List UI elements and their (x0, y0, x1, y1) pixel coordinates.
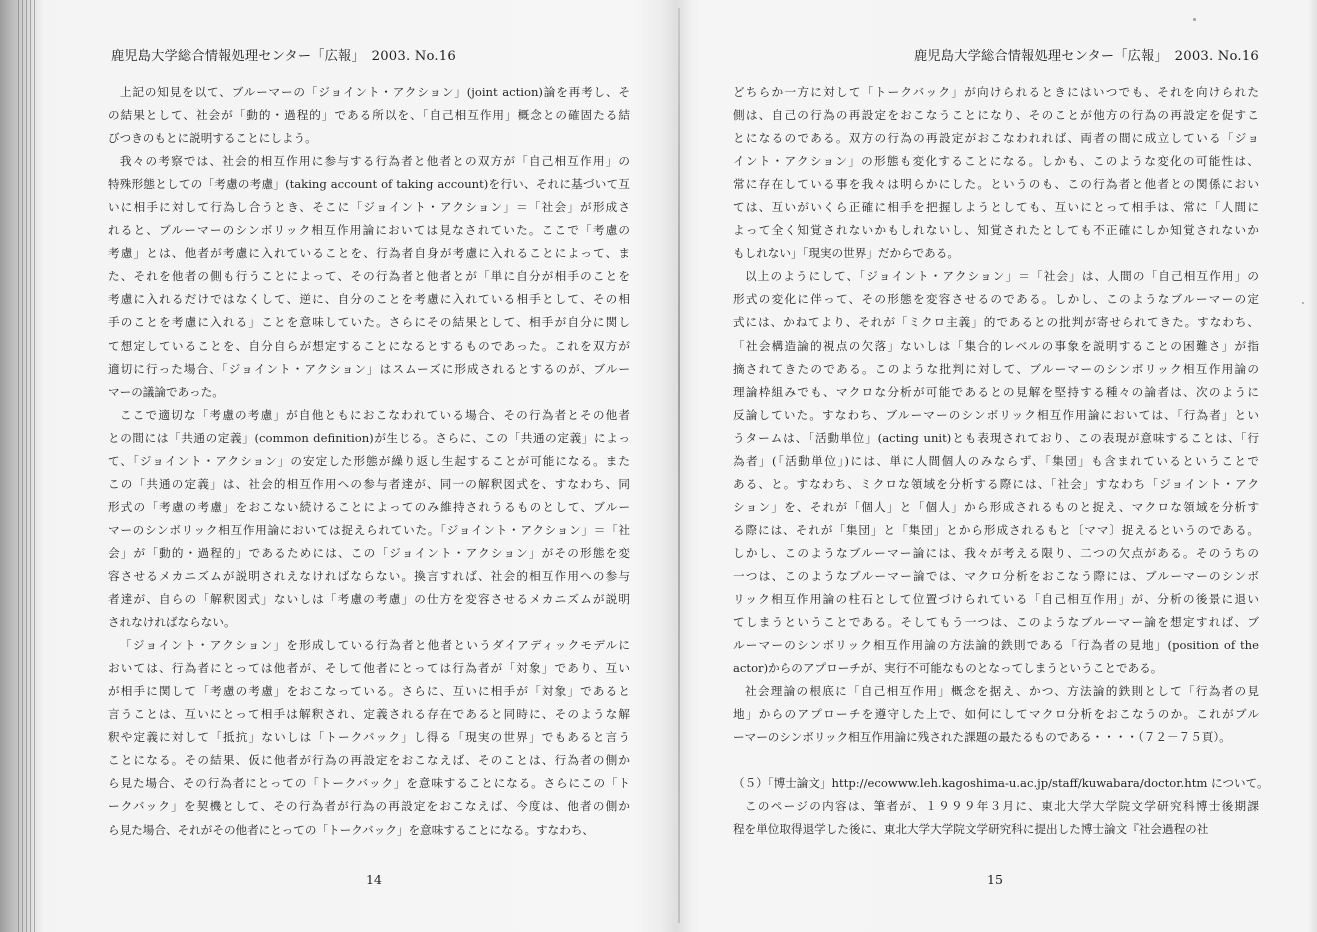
blank-line (733, 749, 1259, 772)
text-line: 考慮」とは、他者が考慮に入れていることを、行為者自身が考慮に入れることによって、ま (108, 246, 630, 261)
text-line: されなければならない。 (108, 615, 236, 630)
text-line: 会」が「動的・過程的」であるためには、この「ジョイント・アクション」がその形態を変 (108, 545, 630, 560)
text-line: 式には、かねてより、それが「ミクロ主義」的であるとの批判が寄せられてきた。すなわち、 (733, 315, 1259, 330)
center-fold-line (678, 8, 680, 923)
text-line: 摘されてきたのである。このような批判に対して、ブルーマーのシンボリック相互作用論の (733, 361, 1259, 376)
text-line: 「社会構造論的視点の欠落」ないしは「集合的レベルの事象を説明することの困難さ」が指 (733, 338, 1259, 353)
text-line: 形式の変化に伴って、その形態を変容させるのである。しかし、このようなブルーマーの定 (733, 292, 1259, 307)
left-page (108, 0, 630, 932)
text-line: 形式の「考慮の考慮」をおこない続けることによってのみ維持されうるものとして、ブルー (108, 499, 630, 514)
text-line: しかし、このようなブルーマー論には、我々が考える限り、二つの欠点がある。そのうちの (733, 545, 1259, 560)
text-line: てしまうということである。そしてもう一つは、このようなブルーマー論を想定すれば、ブ (733, 615, 1259, 630)
text-line: ては、互いがいくら正確に相手を把握しようとしても、互いにとって相手は、常に「人間に (733, 200, 1259, 215)
text-line: 常に存在している事を我々は明らかにした。というのも、この行為者と他者との関係におい (733, 177, 1259, 192)
text-line: 反論していた。すなわち、ブルーマーのシンボリック相互作用論においては、「行為者」とい (733, 407, 1259, 422)
text-line: 我々の考察では、社会的相互作用に参与する行為者と他者との双方が「自己相互作用」の (120, 154, 630, 169)
text-line: びつきのもとに説明することにしよう。 (108, 131, 317, 146)
text-line: よって全く知覚されないかもしれないし、知覚されたとしても不正確にしか知覚されないか (733, 223, 1259, 238)
text-line: 容させるメカニズムが説明されえなければならない。換言すれば、社会的相互作用への参与 (108, 568, 630, 583)
left-page-body (108, 81, 630, 842)
right-page-number: 15 (987, 872, 1003, 887)
text-line: 為者」(「活動単位」)には、単に人間個人のみならず、「集団」も含まれているということで (733, 453, 1259, 468)
text-line: とになるのである。双方の行為の再設定がおこなわれれば、両者の間に成立している「ジョ (733, 131, 1259, 146)
text-line: 地」からのアプローチを遵守した上で、如何にしてマクロ分析をおこなうのか。これがブル (733, 707, 1259, 722)
text-line: 社会理論の根底に「自己相互作用」概念を据え、かつ、方法論的鉄則として「行為者の見 (745, 684, 1259, 699)
text-line: ルーマーのシンボリック相互作用論の方法論的鉄則である「行為者の見地」(position of the (733, 638, 1259, 653)
text-line: いに相手に対して行為し合うとき、そこに「ジョイント・アクション」＝「社会」が形成さ (108, 200, 630, 215)
text-line: このページの内容は、筆者が、１９９９年３月に、東北大学大学院文学研究科博士後期課 (745, 799, 1259, 814)
text-line: もしれない」「現実の世界」だからである。 (733, 246, 959, 261)
text-line: この「共通の定義」は、社会的相互作用への参与者達が、同一の解釈図式を、すなわち、同 (108, 476, 630, 491)
text-line: ークバック」を契機として、その行為者が行為の再設定をおこなえば、今度は、他者の側か (108, 799, 630, 814)
text-line: 言うことは、互いにとって相手は解釈され、定義される存在であると同時に、そのような解 (108, 707, 630, 722)
right-running-header: 鹿児島大学総合情報処理センター「広報」 2003. No.16 (914, 49, 1259, 64)
right-page (733, 0, 1269, 932)
text-line: の結果として、社会が「動的・過程的」である所以を、「自己相互作用」概念との確固たる結 (108, 108, 630, 123)
text-line: ことになる。その結果、仮に他者が行為の再設定をおこなえば、そのことは、行為者の側か (108, 753, 630, 768)
text-line: 者達が、自らの「解釈図式」ないしは「考慮の考慮」の仕方を変容させるメカニズムが説明 (108, 592, 630, 607)
binding-edge-lines (18, 0, 36, 932)
text-line: リック相互作用論の柱石として位置づけられている「自己相互作用」が、分析の後景に退い (733, 592, 1259, 607)
left-running-header: 鹿児島大学総合情報処理センター「広報」 2003. No.16 (111, 49, 456, 64)
text-line: て、「ジョイント・アクション」の安定した形態が繰り返し生起することが可能になる。また (108, 453, 630, 468)
text-line: 「ジョイント・アクション」を形成している行為者と他者というダイアディックモデルに (120, 638, 630, 653)
text-line: 釈や定義に対して「抵抗」ないしは「トークバック」し得る「現実の世界」でもあると言う (108, 730, 630, 745)
text-line: イント・アクション」の形態も変化することになる。しかも、このような変化の可能性は、 (733, 154, 1259, 169)
text-line: actor)からのアプローチが、実行不可能なものとなってしまうということである。 (733, 661, 1163, 676)
text-line: 程を単位取得退学した後に、東北大学大学院文学研究科に提出した博士論文『社会過程の社 (733, 822, 1209, 837)
text-line: 上記の知見を以て、ブルーマーの「ジョイント・アクション」(joint action)論を再考し、そ (120, 85, 630, 99)
text-line: 適切に行った場合、「ジョイント・アクション」はスムーズに形成されるとするのが、ブルー (108, 361, 630, 376)
text-line: ある、と。すなわち、ミクロな領域を分析する際には、「社会」すなわち「ジョイント・アク (733, 476, 1259, 491)
text-line: て想定していることを、自分自らが想定することになるとするものであった。これを双方が (108, 338, 630, 353)
text-line: が相手に関して「考慮の考慮」をおこなっている。さらに、互いに相手が「対象」であると (108, 684, 630, 699)
text-line: ーマーのシンボリック相互作用論に残された課題の最たるものである・・・・（７２－７５頁）。 (733, 730, 1231, 745)
text-line: た、それを他者の側も行うことによって、その行為者と他者とが「単に自分が相手のことを (108, 269, 630, 284)
text-line: マーの議論であった。 (108, 384, 224, 399)
text-line: うタームは、「活動単位」(acting unit)とも表現されており、この表現が意味することは、「行 (733, 430, 1259, 445)
text-line: おいては、行為者にとっては他者が、そして他者にとっては行為者が「対象」であり、互い (108, 661, 630, 676)
text-line: ここで適切な「考慮の考慮」が自他ともにおこなわれている場合、その行為者とその他者 (120, 407, 630, 422)
text-line: マーのシンボリック相互作用論においては捉えられていた。「ジョイント・アクション」＝「社 (108, 522, 630, 537)
text-line: 考慮に入れるだけではなくして、逆に、自分のことを考慮に入れている相手として、その相 (108, 292, 630, 307)
text-line: 以上のようにして、「ジョイント・アクション」＝「社会」は、人間の「自己相互作用」の (745, 269, 1259, 284)
text-line: 特殊形態としての「考慮の考慮」(taking account of taking account)を行い、それに基づいて互 (108, 177, 630, 192)
right-page-body (733, 81, 1269, 842)
text-line: 理論枠組みでも、マクロな分析が可能であるとの見解を堅持する種々の論者は、次のように (733, 384, 1259, 399)
text-line: どちらか一方に対して「トークバック」が向けられるときにはいつでも、それを向けられた (733, 85, 1259, 99)
scan-speck (1302, 302, 1304, 304)
text-line: （５）「博士論文」http://ecowww.leh.kagoshima-u.ac.jp/staff/kuwabara/doctor.htm について。 (733, 776, 1269, 791)
text-line: ション」を、それが「個人」と「個人」から形成されるものと捉え、マクロな領域を分析す (733, 499, 1259, 514)
text-line: 側は、自己の行為の再設定をおこなうことになり、そのことが他方の行為の再設定を促すこ (733, 108, 1259, 123)
text-line: ら見た場合、その行為者にとっての「トークバック」を意味することになる。さらにこの「ト (108, 776, 630, 791)
text-line: ら見た場合、それがその他者にとっての「トークバック」を意味することになる。すなわち、 (108, 822, 595, 837)
text-line: 一つは、このようなブルーマー論では、マクロ分析をおこなう際には、ブルーマーのシンボ (733, 568, 1259, 583)
right-edge-shadow (1307, 0, 1317, 932)
center-fold-shadow (660, 0, 700, 932)
text-line: との間には「共通の定義」(common definition)が生じる。さらに、この「共通の定義」によっ (108, 430, 630, 445)
text-line: る際には、それが「集団」と「集団」とから形成されるもと〔ママ〕捉えるというのである。 (733, 522, 1259, 537)
left-page-number: 14 (366, 872, 382, 887)
text-line: 手のことを考慮に入れる」ことを意味していた。さらにその結果として、相手が自分に関し (108, 315, 630, 330)
text-line: れると、ブルーマーのシンボリック相互作用論においては見なされていた。ここで「考慮の (108, 223, 630, 238)
